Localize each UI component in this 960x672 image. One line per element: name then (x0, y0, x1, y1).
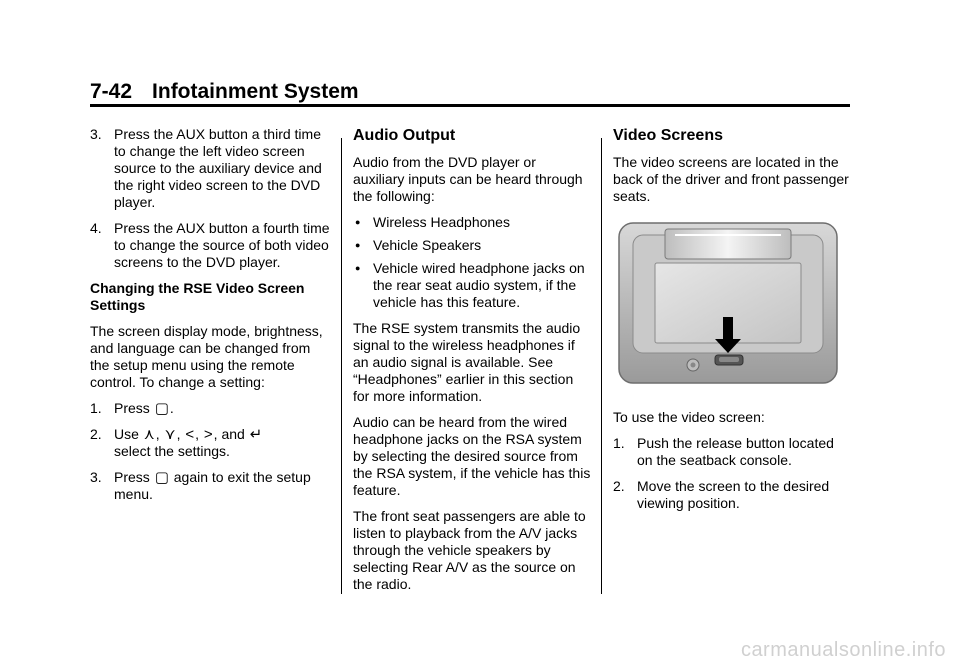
step-item: 3. Press the AUX button a third time to change the left video screen source to the auxiliary device and the right video screen to the DVD player. (90, 126, 322, 210)
paragraph: Audio from the DVD player or auxiliary inputs can be heard through the following: (353, 154, 583, 204)
bullet-icon: ● (355, 240, 361, 250)
seatback-console-icon (613, 219, 843, 389)
step-item: 1. Push the release button located on the seatback console. (613, 435, 834, 468)
page-number: 7-42 (90, 80, 133, 103)
setting-step-1: 1. Press ▢. (90, 400, 174, 417)
step-item: 2. Move the screen to the desired viewing position. (613, 478, 830, 511)
column-divider-2 (601, 138, 602, 594)
watermark: carmanualsonline.info (740, 639, 946, 661)
paragraph: To use the video screen: (613, 409, 765, 425)
section-heading-audio-output: Audio Output (353, 127, 456, 144)
list-item: ● Vehicle wired headphone jacks on the rear seat audio system, if the vehicle has this feature. (355, 260, 585, 310)
header-rule (90, 104, 850, 107)
step-item: 4. Press the AUX button a fourth time to change the source of both video screens to the DVD player. (90, 220, 330, 270)
list-item: ● Vehicle Speakers (355, 237, 482, 253)
column-divider-1 (341, 138, 342, 594)
paragraph: Audio can be heard from the wired headphone jacks on the RSA system by selecting the desired source from the RSA system, if the vehicle has this feature. (353, 414, 591, 498)
paragraph: The RSE system transmits the audio signal to the wireless headphones if an audio signal is available. See “Headphones” earlier in this section for more information. (353, 320, 581, 404)
paragraph: The screen display mode, brightness, and language can be changed from the setup menu using the remote control. To change a setting: (90, 323, 323, 390)
section-heading-video-screens: Video Screens (613, 127, 723, 144)
menu-icon: ▢ (154, 469, 169, 486)
enter-icon: ↵ (249, 426, 263, 443)
bullet-icon: ● (355, 263, 361, 273)
paragraph: The front seat passengers are able to listen to playback from the A/V jacks through the vehicle speakers by selecting Rear A/V as the source on the radio. (353, 508, 586, 592)
up-arrow-icon: ⋏ (143, 426, 155, 443)
left-arrow-icon: < (185, 426, 195, 443)
list-item: ● Wireless Headphones (355, 214, 510, 230)
video-screen-illustration (613, 219, 843, 389)
column-2 (353, 126, 591, 602)
setting-step-2: 2. Use ⋏, ⋎, <, >, and ↵ select the settings. (90, 426, 263, 459)
setting-step-3: 3. Press ▢ again to exit the setup menu. (90, 469, 311, 502)
right-arrow-icon: > (203, 426, 213, 443)
column-3 (613, 126, 853, 521)
down-arrow-icon: ⋎ (164, 426, 176, 443)
menu-icon: ▢ (154, 400, 169, 417)
page-header (90, 80, 850, 104)
paragraph: The video screens are located in the back of the driver and front passenger seats. (613, 154, 849, 204)
bullet-icon: ● (355, 217, 361, 227)
column-1 (90, 126, 330, 512)
page-title: Infotainment System (152, 80, 359, 103)
subheading: Changing the RSE Video Screen Settings (90, 280, 305, 313)
